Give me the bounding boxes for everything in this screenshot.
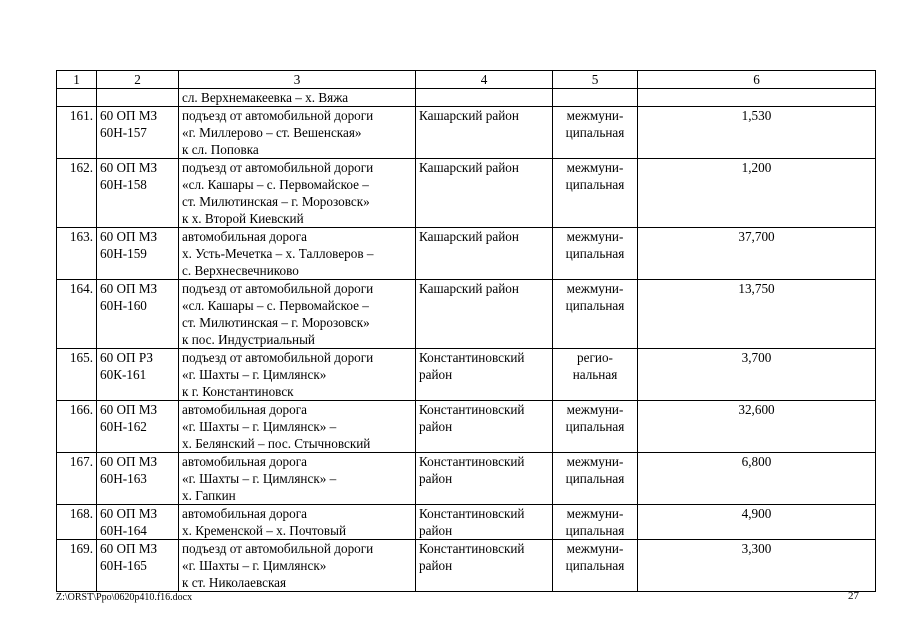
road-name-line: к г. Константиновск: [182, 384, 294, 399]
table-row: [57, 280, 876, 349]
road-significance-line: ципальная: [565, 558, 625, 573]
table-row: [57, 349, 876, 401]
district-line: Кашарский район: [419, 160, 519, 175]
road-name: [179, 159, 416, 228]
road-name-line: подъезд от автомобильной дороги: [182, 108, 374, 123]
road-code: [97, 107, 179, 159]
road-significance-line: межмуни-: [566, 454, 624, 469]
road-significance-line: межмуни-: [566, 229, 624, 244]
roads-table: [56, 70, 876, 592]
row-number: 164.: [57, 280, 97, 349]
road-name-line: автомобильная дорога: [182, 454, 308, 469]
road-code-line: 60К-161: [100, 367, 147, 382]
district-line: Кашарский район: [419, 229, 519, 244]
road-name-line: к пос. Индустриальный: [182, 332, 315, 347]
road-significance-line: ципальная: [565, 523, 625, 538]
road-length: 1,200: [638, 159, 876, 228]
table-row: [57, 453, 876, 505]
road-name: [179, 349, 416, 401]
column-header: 1: [57, 71, 97, 89]
road-name-line: автомобильная дорога: [182, 402, 308, 417]
row-number: 165.: [57, 349, 97, 401]
road-significance: [553, 280, 638, 349]
row-number: 161.: [57, 107, 97, 159]
table-row: [57, 505, 876, 540]
column-header: 4: [416, 71, 553, 89]
district: [416, 453, 553, 505]
road-name-line: подъезд от автомобильной дороги: [182, 541, 374, 556]
district-line: Кашарский район: [419, 281, 519, 296]
road-significance-line: ципальная: [565, 298, 625, 313]
road-name-line: «г. Шахты – г. Цимлянск»: [182, 558, 327, 573]
road-significance-line: межмуни-: [566, 281, 624, 296]
road-name-line: к сл. Поповка: [182, 142, 259, 157]
district: [416, 540, 553, 592]
district: [416, 159, 553, 228]
road-code-line: 60 ОП МЗ: [100, 108, 158, 123]
road-name: [179, 280, 416, 349]
road-code-line: 60Н-164: [100, 523, 147, 538]
district-line: Кашарский район: [419, 108, 519, 123]
road-significance-line: межмуни-: [566, 541, 624, 556]
road-significance: [553, 159, 638, 228]
table-row: [57, 401, 876, 453]
road-length: 1,530: [638, 107, 876, 159]
continuation-text: сл. Верхнемакеевка – х. Вяжа: [179, 89, 416, 107]
road-name-line: «г. Миллерово – ст. Вешенская»: [182, 125, 362, 140]
column-header: 3: [179, 71, 416, 89]
footer-file-path: Z:\ORST\Ppo\0620p410.f16.docx: [56, 592, 193, 603]
road-name-line: х. Гапкин: [182, 488, 236, 503]
road-name-line: к х. Второй Киевский: [182, 211, 304, 226]
road-code-line: 60 ОП МЗ: [100, 454, 158, 469]
road-name-line: к ст. Николаевская: [182, 575, 287, 590]
road-code-line: 60 ОП МЗ: [100, 506, 158, 521]
district: [416, 280, 553, 349]
road-significance-line: регио-: [577, 350, 613, 365]
road-name-line: «г. Шахты – г. Цимлянск» –: [182, 471, 337, 486]
table-row: [57, 107, 876, 159]
road-code: [97, 349, 179, 401]
district-line: район: [419, 523, 453, 538]
road-name: [179, 540, 416, 592]
road-code: [97, 280, 179, 349]
table-row: [57, 540, 876, 592]
road-significance-line: ципальная: [565, 177, 625, 192]
road-code-line: 60Н-165: [100, 558, 147, 573]
district-line: район: [419, 367, 453, 382]
road-length: 4,900: [638, 505, 876, 540]
road-code-line: 60Н-163: [100, 471, 147, 486]
road-length: 13,750: [638, 280, 876, 349]
road-code: [97, 401, 179, 453]
road-significance-line: межмуни-: [566, 506, 624, 521]
page-number: 27: [848, 590, 859, 602]
road-name-line: «сл. Кашары – с. Первомайское –: [182, 177, 369, 192]
road-name-line: подъезд от автомобильной дороги: [182, 160, 374, 175]
table-header-row: [57, 71, 876, 89]
road-significance: [553, 349, 638, 401]
road-length: 3,700: [638, 349, 876, 401]
road-name-line: подъезд от автомобильной дороги: [182, 350, 374, 365]
district: [416, 228, 553, 280]
road-code-line: 60 ОП МЗ: [100, 541, 158, 556]
road-name: [179, 107, 416, 159]
road-code-line: 60Н-162: [100, 419, 147, 434]
road-name-line: «г. Шахты – г. Цимлянск» –: [182, 419, 337, 434]
table-row: [57, 228, 876, 280]
road-code: [97, 159, 179, 228]
road-significance: [553, 453, 638, 505]
road-name-line: «сл. Кашары – с. Первомайское –: [182, 298, 369, 313]
road-name-line: подъезд от автомобильной дороги: [182, 281, 374, 296]
district-line: Константиновский: [419, 402, 525, 417]
road-name: [179, 505, 416, 540]
district-line: Константиновский: [419, 541, 525, 556]
column-header: 2: [97, 71, 179, 89]
road-significance: [553, 401, 638, 453]
road-significance-line: межмуни-: [566, 160, 624, 175]
road-name-line: «г. Шахты – г. Цимлянск»: [182, 367, 327, 382]
road-significance: [553, 540, 638, 592]
road-name-line: х. Усть-Мечетка – х. Талловеров –: [182, 246, 374, 261]
district-line: район: [419, 419, 453, 434]
road-significance: [553, 505, 638, 540]
road-name-line: ст. Милютинская – г. Морозовск»: [182, 315, 370, 330]
road-code: [97, 540, 179, 592]
road-name-line: х. Кременской – х. Почтовый: [182, 523, 347, 538]
district-line: район: [419, 558, 453, 573]
district-line: район: [419, 471, 453, 486]
road-length: 3,300: [638, 540, 876, 592]
road-name: [179, 453, 416, 505]
row-number: 167.: [57, 453, 97, 505]
district-line: Константиновский: [419, 506, 525, 521]
road-code-line: 60 ОП МЗ: [100, 281, 158, 296]
road-significance-line: нальная: [572, 367, 618, 382]
road-name-line: автомобильная дорога: [182, 229, 308, 244]
road-code-line: 60 ОП МЗ: [100, 402, 158, 417]
road-name: [179, 228, 416, 280]
district-line: Константиновский: [419, 350, 525, 365]
road-significance-line: ципальная: [565, 419, 625, 434]
column-header: 5: [553, 71, 638, 89]
road-code-line: 60Н-160: [100, 298, 147, 313]
road-code-line: 60 ОП РЗ: [100, 350, 153, 365]
table-row: [57, 159, 876, 228]
road-significance: [553, 228, 638, 280]
district: [416, 505, 553, 540]
road-name-line: ст. Милютинская – г. Морозовск»: [182, 194, 370, 209]
row-number: 168.: [57, 505, 97, 540]
road-length: 37,700: [638, 228, 876, 280]
road-code: [97, 505, 179, 540]
row-number: 162.: [57, 159, 97, 228]
road-significance: [553, 107, 638, 159]
road-significance-line: ципальная: [565, 125, 625, 140]
continuation-row: [57, 89, 876, 107]
road-significance-line: ципальная: [565, 246, 625, 261]
district-line: Константиновский: [419, 454, 525, 469]
road-code-line: 60 ОП МЗ: [100, 229, 158, 244]
road-code: [97, 453, 179, 505]
road-name-line: с. Верхнесвечниково: [182, 263, 299, 278]
district: [416, 107, 553, 159]
road-name-line: х. Белянский – пос. Стычновский: [182, 436, 371, 451]
road-code-line: 60Н-158: [100, 177, 147, 192]
district: [416, 349, 553, 401]
road-code-line: 60Н-159: [100, 246, 147, 261]
road-significance-line: межмуни-: [566, 402, 624, 417]
road-significance-line: ципальная: [565, 471, 625, 486]
row-number: 163.: [57, 228, 97, 280]
road-code-line: 60 ОП МЗ: [100, 160, 158, 175]
column-header: 6: [638, 71, 876, 89]
district: [416, 401, 553, 453]
road-name-line: автомобильная дорога: [182, 506, 308, 521]
road-length: 6,800: [638, 453, 876, 505]
row-number: 169.: [57, 540, 97, 592]
road-significance-line: межмуни-: [566, 108, 624, 123]
road-name: [179, 401, 416, 453]
road-code-line: 60Н-157: [100, 125, 147, 140]
row-number: 166.: [57, 401, 97, 453]
road-length: 32,600: [638, 401, 876, 453]
road-code: [97, 228, 179, 280]
